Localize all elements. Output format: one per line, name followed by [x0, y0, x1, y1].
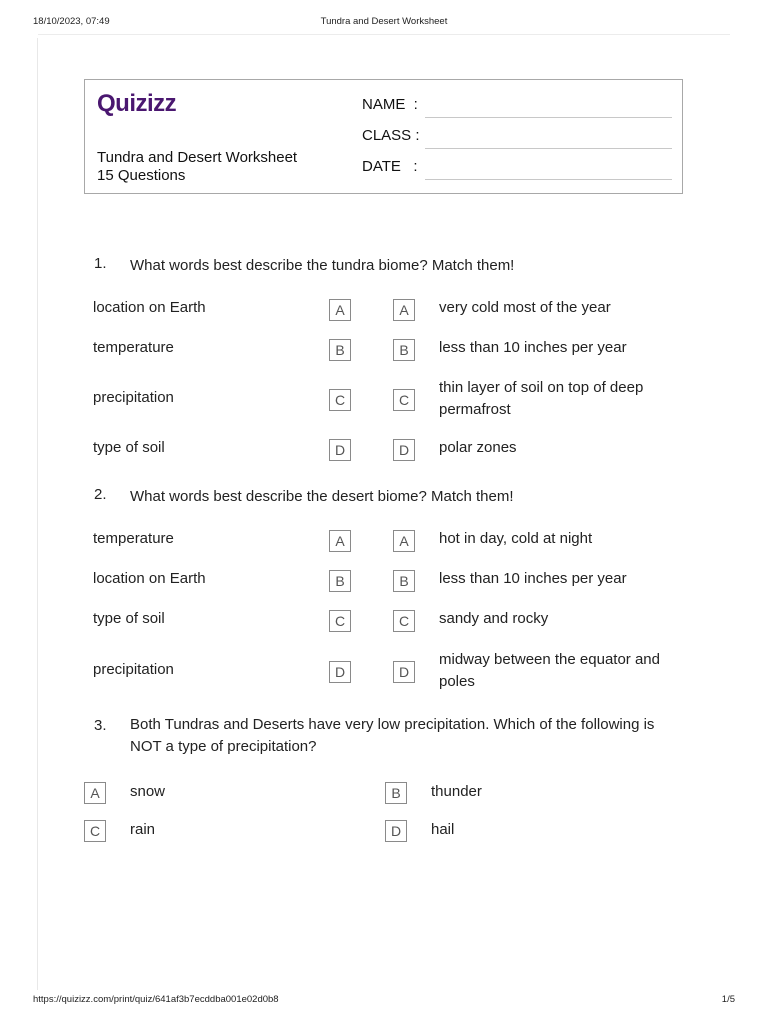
- match-left-item: temperature: [93, 530, 174, 547]
- match-left-letter[interactable]: B: [329, 570, 351, 592]
- match-right-item: less than 10 inches per year: [439, 570, 627, 587]
- match-left-letter[interactable]: C: [329, 610, 351, 632]
- match-right-item: less than 10 inches per year: [439, 339, 627, 356]
- print-url[interactable]: https://quizizz.com/print/quiz/641af3b7ecddba001e02d0b8: [33, 994, 279, 1005]
- match-left-item: precipitation: [93, 389, 174, 406]
- class-field[interactable]: [425, 148, 672, 149]
- match-right-item: hot in day, cold at night: [439, 530, 593, 547]
- match-left-item: location on Earth: [93, 299, 206, 316]
- option-text: snow: [130, 783, 166, 800]
- match-left-letter[interactable]: A: [329, 530, 351, 552]
- worksheet-title: Tundra and Desert Worksheet: [97, 149, 298, 166]
- match-left-letter[interactable]: D: [329, 661, 351, 683]
- question-text: Both Tundras and Deserts have very low precipitation. Which of the following is NOT a type of precipitation?: [130, 716, 655, 755]
- question-text: What words best describe the tundra biome? Match them!: [130, 257, 515, 274]
- option-letter[interactable]: B: [385, 782, 407, 804]
- date-field[interactable]: [425, 179, 672, 180]
- match-right-letter[interactable]: B: [393, 339, 415, 361]
- match-left-letter[interactable]: D: [329, 439, 351, 461]
- class-label: CLASS :: [362, 127, 420, 144]
- option-letter[interactable]: A: [84, 782, 106, 804]
- page-margin-line: [37, 38, 38, 990]
- question-text: What words best describe the desert biome? Match them!: [130, 488, 514, 505]
- option-text: hail: [431, 821, 455, 838]
- match-left-item: temperature: [93, 339, 174, 356]
- match-left-item: type of soil: [93, 439, 165, 456]
- match-left-item: type of soil: [93, 610, 165, 627]
- match-left-item: location on Earth: [93, 570, 206, 587]
- print-title: Tundra and Desert Worksheet: [320, 16, 448, 27]
- match-right-item: polar zones: [439, 439, 517, 456]
- question-number: 3.: [94, 717, 107, 734]
- worksheet-header: [84, 79, 683, 194]
- option-letter[interactable]: C: [84, 820, 106, 842]
- match-left-letter[interactable]: A: [329, 299, 351, 321]
- question-count: 15 Questions: [97, 167, 186, 184]
- match-right-letter[interactable]: B: [393, 570, 415, 592]
- match-right-letter[interactable]: A: [393, 299, 415, 321]
- header-divider: [38, 34, 730, 35]
- option-text: rain: [130, 821, 156, 838]
- match-right-letter[interactable]: C: [393, 610, 415, 632]
- match-left-letter[interactable]: B: [329, 339, 351, 361]
- match-right-letter[interactable]: D: [393, 439, 415, 461]
- match-right-letter[interactable]: C: [393, 389, 415, 411]
- name-field[interactable]: [425, 117, 672, 118]
- date-label: DATE :: [362, 158, 418, 175]
- match-right-letter[interactable]: D: [393, 661, 415, 683]
- print-timestamp: 18/10/2023, 07:49: [33, 16, 110, 27]
- match-right-item: very cold most of the year: [439, 299, 611, 316]
- match-right-item: midway between the equator and poles: [439, 651, 660, 690]
- option-text: thunder: [431, 783, 482, 800]
- name-label: NAME :: [362, 96, 418, 113]
- quizizz-logo: Quizizz: [97, 90, 177, 117]
- match-left-letter[interactable]: C: [329, 389, 351, 411]
- print-header: [33, 16, 735, 28]
- option-letter[interactable]: D: [385, 820, 407, 842]
- question-number: 1.: [94, 255, 107, 272]
- match-right-item: thin layer of soil on top of deep permafrost: [439, 379, 644, 418]
- page-number: 1/5: [721, 994, 735, 1005]
- question-number: 2.: [94, 486, 107, 503]
- match-right-item: sandy and rocky: [439, 610, 549, 627]
- match-right-letter[interactable]: A: [393, 530, 415, 552]
- match-left-item: precipitation: [93, 661, 174, 678]
